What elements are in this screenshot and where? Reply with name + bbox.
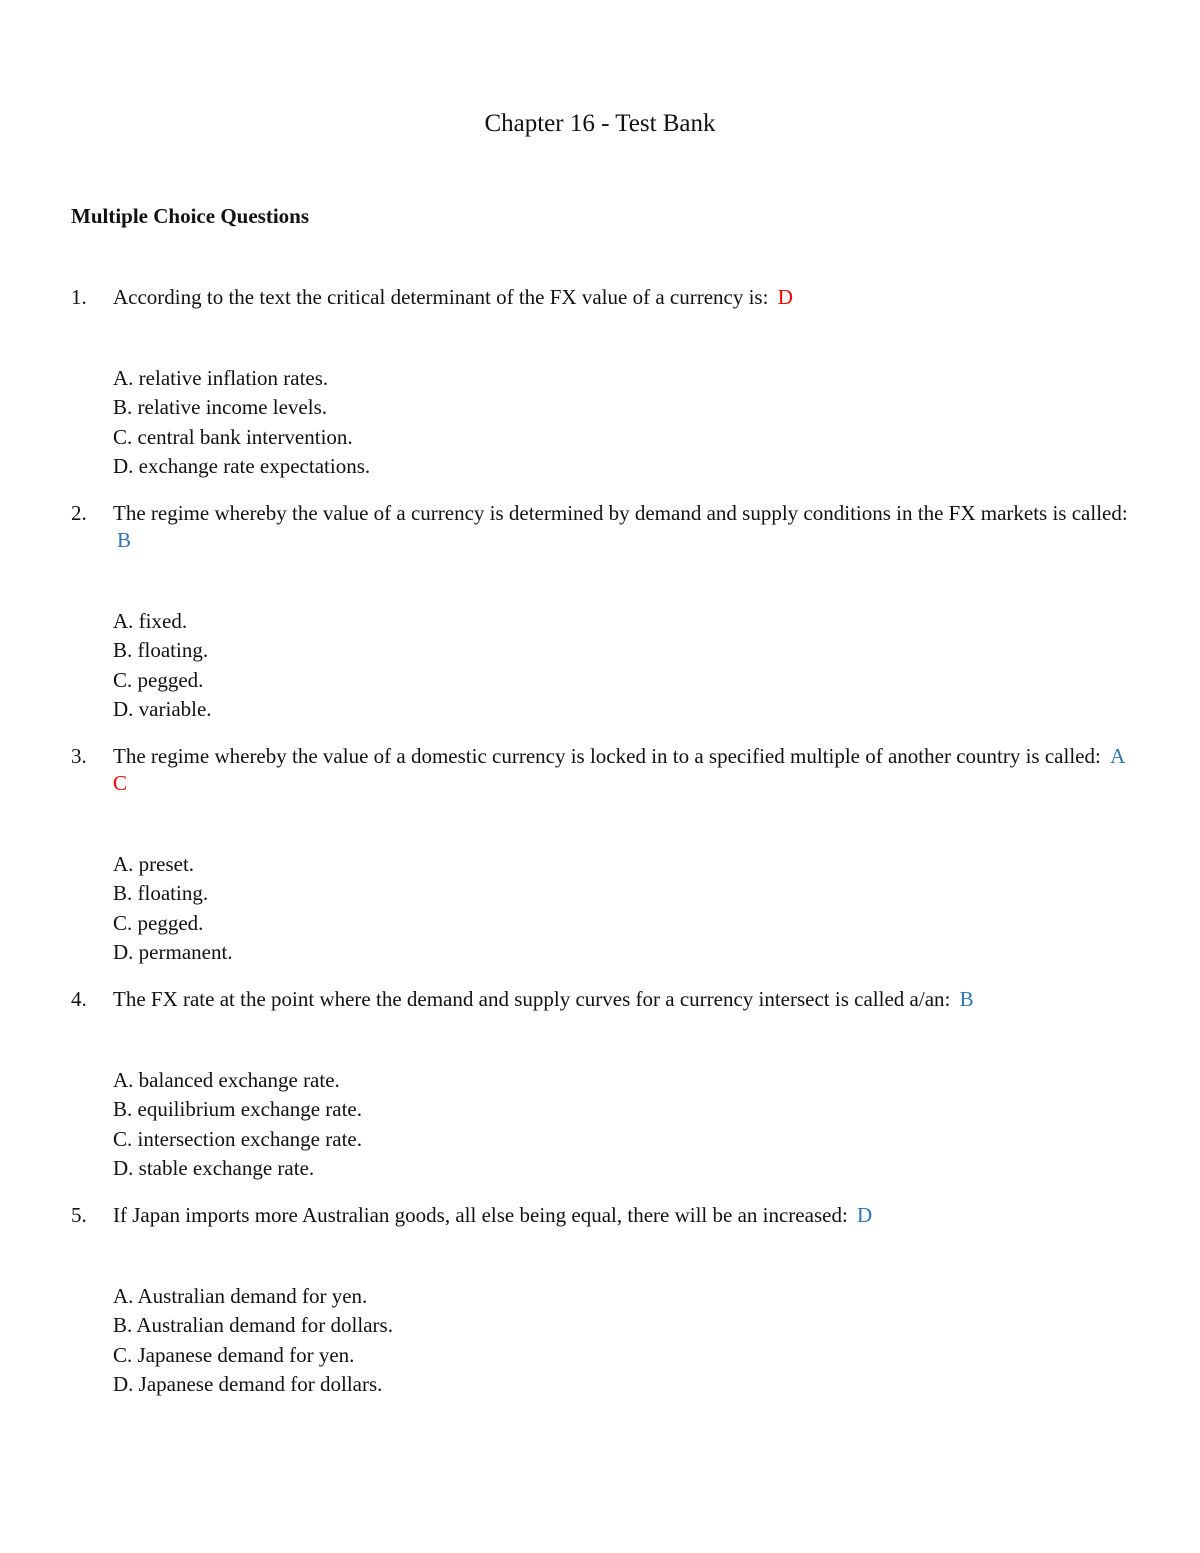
option-list <box>113 1066 1131 1183</box>
option-a: A. preset. <box>113 852 195 876</box>
question-4 <box>71 986 1131 1183</box>
option-d: D. permanent. <box>113 939 233 964</box>
option-a: A. balanced exchange rate. <box>113 1068 340 1092</box>
option-a: A. fixed. <box>113 609 188 633</box>
option-list <box>113 607 1131 724</box>
question-stem <box>71 284 1131 311</box>
option-a: A. Australian demand for yen. <box>113 1284 368 1308</box>
question-number: 1. <box>71 285 87 309</box>
option-a: A. relative inflation rates. <box>113 366 329 390</box>
question-number: 4. <box>71 987 87 1011</box>
option-list <box>113 850 1131 967</box>
question-number: 3. <box>71 744 87 768</box>
question-text: The regime whereby the value of a currency is determined by demand and supply conditions in the FX markets is called: <box>113 501 1128 525</box>
question-text: If Japan imports more Australian goods, all else being equal, there will be an increased: <box>113 1203 848 1227</box>
question-1 <box>71 284 1131 481</box>
option-d: D. variable. <box>113 696 212 721</box>
question-2 <box>71 500 1131 724</box>
option-b: B. equilibrium exchange rate. <box>113 1097 362 1122</box>
question-number: 2. <box>71 501 87 525</box>
option-list <box>113 364 1131 481</box>
section-heading: Multiple Choice Questions <box>71 204 310 228</box>
option-d: D. Japanese demand for dollars. <box>113 1371 383 1396</box>
question-5 <box>71 1202 1131 1399</box>
option-c: C. central bank intervention. <box>113 424 353 449</box>
question-text: According to the text the critical determinant of the FX value of a currency is: <box>113 285 769 309</box>
answer-key: D <box>857 1203 873 1227</box>
question-stem <box>71 743 1131 797</box>
question-number: 5. <box>71 1203 87 1227</box>
option-b: B. Australian demand for dollars. <box>113 1313 393 1338</box>
option-list <box>113 1282 1131 1399</box>
question-stem <box>71 986 1131 1013</box>
answer-key: A <box>1110 744 1125 768</box>
question-3 <box>71 743 1131 967</box>
option-c: C. Japanese demand for yen. <box>113 1342 355 1367</box>
option-b: B. floating. <box>113 881 209 906</box>
answer-key: D <box>777 285 793 309</box>
option-b: B. relative income levels. <box>113 395 328 420</box>
option-c: C. pegged. <box>113 910 204 935</box>
question-stem <box>71 1202 1131 1229</box>
answer-key: B <box>117 528 132 552</box>
option-b: B. floating. <box>113 638 209 663</box>
answer-key: C <box>113 771 128 795</box>
option-c: C. intersection exchange rate. <box>113 1126 362 1151</box>
document-title: Chapter 16 - Test Bank <box>484 110 716 137</box>
question-text: The regime whereby the value of a domestic currency is locked in to a specified multiple of another country is called: <box>113 744 1101 768</box>
answer-key: B <box>959 987 974 1011</box>
question-stem <box>71 500 1131 554</box>
option-c: C. pegged. <box>113 667 204 692</box>
option-d: D. stable exchange rate. <box>113 1155 315 1180</box>
option-d: D. exchange rate expectations. <box>113 453 371 478</box>
question-text: The FX rate at the point where the demand and supply curves for a currency intersect is called a/an: <box>113 987 951 1011</box>
